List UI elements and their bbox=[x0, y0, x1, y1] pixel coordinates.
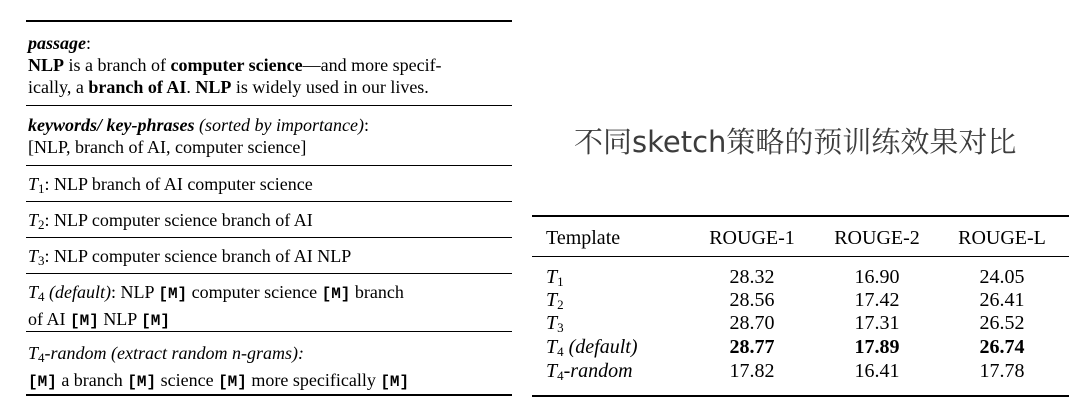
template-note: -random (extract random n-grams): bbox=[44, 343, 304, 363]
rouge-1-value: 28.56 bbox=[729, 289, 775, 311]
template-index: 1 bbox=[557, 274, 564, 289]
keywords-note: (sorted by importance) bbox=[194, 115, 364, 135]
header-rouge-2: ROUGE-2 bbox=[834, 227, 920, 249]
template-symbol: T bbox=[546, 289, 558, 311]
template-symbol: T bbox=[546, 360, 558, 382]
keywords-row: keywords/ key-phrases (sorted by importance): [NLP, branch of AI, computer science] bbox=[26, 106, 512, 166]
template-text: branch bbox=[350, 282, 404, 302]
template-index: 3 bbox=[38, 253, 45, 268]
passage-text: ically, a bbox=[28, 77, 89, 97]
template-t4-random-row bbox=[26, 332, 512, 396]
rouge-1-value: 28.32 bbox=[729, 266, 775, 288]
template-text: : NLP computer science branch of AI NLP bbox=[44, 246, 352, 266]
rouge-l-value: 24.05 bbox=[979, 266, 1025, 288]
rouge-l-value: 26.74 bbox=[979, 336, 1025, 358]
rouge-2-value: 17.31 bbox=[854, 312, 900, 334]
template-text: : NLP computer science branch of AI bbox=[44, 210, 313, 230]
results-table bbox=[532, 215, 1069, 397]
table-row bbox=[532, 359, 1069, 383]
template-symbol: T bbox=[28, 210, 39, 230]
figure-caption: 不同sketch策略的预训练效果对比 bbox=[574, 125, 1017, 159]
template-index: 2 bbox=[557, 297, 564, 312]
template-index: 4 bbox=[38, 350, 45, 365]
template-index: 4 bbox=[557, 368, 564, 383]
row-template-label bbox=[546, 359, 633, 388]
template-symbol: T bbox=[28, 282, 39, 302]
mask-token: [M] bbox=[158, 285, 188, 303]
mask-token: [M] bbox=[380, 373, 410, 391]
rouge-2-value: 16.90 bbox=[854, 266, 900, 288]
template-note: (default) bbox=[44, 282, 111, 302]
template-index: 3 bbox=[557, 320, 564, 335]
rouge-1-value: 17.82 bbox=[729, 360, 775, 382]
keywords-list: [NLP, branch of AI, computer science] bbox=[28, 137, 307, 157]
passage-text: NLP bbox=[195, 77, 232, 97]
passage-text: NLP bbox=[28, 55, 64, 75]
rouge-l-value: 26.41 bbox=[979, 289, 1025, 311]
results-header-row bbox=[532, 215, 1069, 257]
template-index: 2 bbox=[38, 217, 45, 232]
template-symbol: T bbox=[28, 174, 39, 194]
passage-label: passage bbox=[28, 33, 86, 53]
template-t1-row bbox=[26, 166, 512, 202]
template-text: : NLP bbox=[111, 282, 159, 302]
rouge-l-value: 17.78 bbox=[979, 360, 1025, 382]
template-symbol: T bbox=[28, 246, 39, 266]
table-row bbox=[532, 311, 1069, 335]
rouge-2-value: 17.89 bbox=[854, 336, 900, 358]
table-row bbox=[532, 265, 1069, 289]
header-template: Template bbox=[546, 227, 621, 249]
mask-token: [M] bbox=[70, 312, 99, 330]
mask-token: [M] bbox=[141, 312, 170, 330]
template-symbol: T bbox=[546, 336, 558, 358]
template-text: : NLP branch of AI computer science bbox=[44, 174, 313, 194]
mask-token: [M] bbox=[218, 373, 247, 391]
template-suffix: (default) bbox=[563, 336, 638, 358]
template-index: 4 bbox=[38, 289, 45, 304]
rouge-l-value: 26.52 bbox=[979, 312, 1025, 334]
template-index: 4 bbox=[557, 344, 564, 359]
passage-text: is widely used in our lives. bbox=[231, 77, 429, 97]
template-symbol: T bbox=[546, 266, 558, 288]
template-examples-table bbox=[26, 20, 512, 396]
template-t2-row bbox=[26, 202, 512, 238]
rouge-1-value: 28.70 bbox=[729, 312, 775, 334]
template-text: a branch bbox=[56, 370, 128, 390]
keywords-label: keywords/ key-phrases bbox=[28, 115, 195, 135]
template-text: of AI bbox=[28, 309, 70, 329]
passage-text: is a branch of bbox=[64, 55, 171, 75]
template-symbol: T bbox=[28, 343, 39, 363]
passage-text: computer science bbox=[170, 55, 303, 75]
passage-text: . bbox=[186, 77, 196, 97]
mask-token: [M] bbox=[127, 373, 157, 391]
mask-token: [M] bbox=[321, 285, 351, 303]
template-text: NLP bbox=[98, 309, 142, 329]
template-t3-row bbox=[26, 238, 512, 274]
template-text: more specifically bbox=[246, 370, 381, 390]
mask-token: [M] bbox=[28, 373, 57, 391]
rouge-1-value: 28.77 bbox=[729, 336, 775, 358]
table-row bbox=[532, 288, 1069, 312]
template-symbol: T bbox=[546, 312, 558, 334]
passage-text: branch of AI bbox=[88, 77, 187, 97]
rouge-2-value: 16.41 bbox=[854, 360, 900, 382]
header-rouge-1: ROUGE-1 bbox=[709, 227, 795, 249]
template-t4-row bbox=[26, 274, 512, 332]
template-suffix: -random bbox=[563, 360, 633, 382]
table-row bbox=[532, 335, 1069, 359]
passage-text: —and more specif- bbox=[302, 55, 442, 75]
rouge-2-value: 17.42 bbox=[854, 289, 900, 311]
header-rouge-l: ROUGE-L bbox=[958, 227, 1046, 249]
template-index: 1 bbox=[38, 181, 45, 196]
results-body bbox=[532, 257, 1069, 397]
template-text: computer science bbox=[187, 282, 322, 302]
passage-row: passage: NLP is a branch of computer science—and more specif- ically, a branch of AI. NLP is widely used in our lives. bbox=[26, 20, 512, 106]
template-text: science bbox=[156, 370, 219, 390]
